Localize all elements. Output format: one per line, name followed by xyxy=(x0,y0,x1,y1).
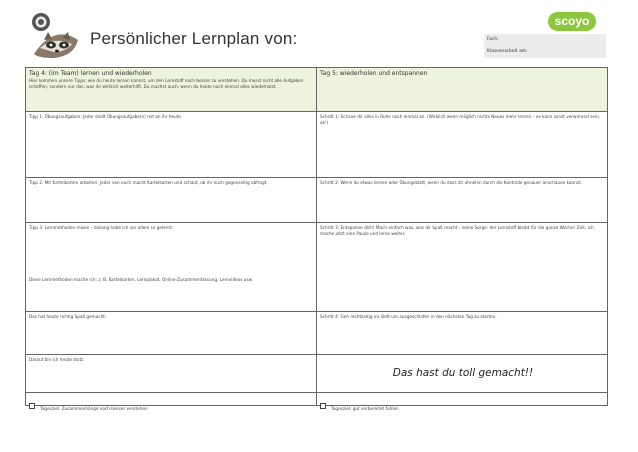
step-1-text: Schritt 1: Schaue dir alles in Ruhe noch einmal an. (Wirklich wenn möglich nichts Neues mehr lernen – es kann sonst verwirrend sein, ok!) xyxy=(320,114,601,125)
day4-title: Tag 4: (im Team) lernen und wiederholen xyxy=(29,70,152,77)
day4-goal-cell xyxy=(26,393,317,411)
day4-goal-checkbox[interactable] xyxy=(29,403,35,409)
step-2-cell[interactable] xyxy=(317,178,609,222)
table-row xyxy=(26,178,607,223)
praise-text: Das hast du toll gemacht!! xyxy=(392,367,534,379)
raccoon-mascot-icon xyxy=(26,10,84,60)
day5-title: Tag 5: wiederholen und entspannen xyxy=(320,70,428,77)
page-title: Persönlicher Lernplan von: xyxy=(90,29,298,48)
daily-goal-row xyxy=(26,393,607,411)
step-1-cell[interactable] xyxy=(317,112,609,177)
tip-1-cell[interactable] xyxy=(26,112,317,177)
fun-today-text: Das hat heute richtig Spaß gemacht: xyxy=(29,314,107,319)
step-3-cell[interactable] xyxy=(317,223,609,311)
tip-2-cell[interactable] xyxy=(26,178,317,222)
table-row xyxy=(26,223,607,312)
day4-intro-text: Hier kommen unsere Tipps: wie du heute lernen kannst, um den Lernstoff noch besser zu verstehen. Du musst nicht alle Aufgaben schaffen, sondern nur das, was dir wirklich weiterhilft. Du machst auch, wenn du heute noch einmal alles wiederholst. xyxy=(29,78,304,89)
table-row xyxy=(26,355,607,393)
day5-header-cell xyxy=(317,68,609,111)
day5-goal-cell xyxy=(317,393,609,411)
step-4-cell[interactable] xyxy=(317,312,609,354)
tip-1-text: Tipp 1: Übungsaufgaben: Jeder stellt Übungsaufgabe(n) mit an ihr heute. xyxy=(29,114,183,119)
day5-goal-checkbox[interactable] xyxy=(320,403,326,409)
fun-today-cell[interactable] xyxy=(26,312,317,354)
day4-header-cell xyxy=(26,68,317,111)
step-3-text: Schritt 3: Entspanne dich! Mach einfach was, was dir Spaß macht – keine Sorge: der Lernstoff bleibt für die ganze Woche! Zeit, ich mache jetzt eine Pause und lerne weiter. xyxy=(320,225,594,236)
table-row xyxy=(26,312,607,355)
tip-3-methods-text: Diese Lernmethoden mache ich: z. B. Karteikarten, Lernplakat, Online-Zusammenfassung, Lernvideos usw. xyxy=(29,277,253,282)
exam-date-field-label: Klassenarbeit am: xyxy=(487,49,528,54)
praise-cell xyxy=(317,355,609,392)
proud-today-text: Darauf bin ich heute stolz: xyxy=(29,357,85,362)
meta-fields xyxy=(484,34,606,58)
proud-today-cell[interactable] xyxy=(26,355,317,392)
learning-plan-table xyxy=(25,67,608,411)
day4-goal-text: Tagesziel: Zusammenhänge noch besser verstehen xyxy=(40,406,148,411)
scoyo-logo: scoyo xyxy=(548,12,596,31)
subject-field-label: Fach: xyxy=(487,37,499,42)
step-2-text: Schritt 2: Wenn du etwas lernen oder Übungsblatt, wenn du dass dir ohnehin durch die Kontrolle genauer anschauen kannst. xyxy=(320,180,583,185)
step-4-text: Schritt 4: Geh rechtzeitig ins Bett um ausgeschlafen in den nächsten Tag zu starten. xyxy=(320,314,497,319)
tip-2-text: Tipp 2: Mit Karteikarten arbeiten: Jeder von euch macht Karteikarten und schaut, ob ihr euch gegenseitig abfragt. xyxy=(29,180,268,185)
tip-3-cell[interactable] xyxy=(26,223,317,311)
day5-goal-text: Tagesziel: gut vorbereitet fühlen xyxy=(331,406,399,411)
table-header-row xyxy=(26,68,607,112)
tip-3-text: Tipp 3: Lernmethoden mixen – bislang habe ich vor allem so gelernt: xyxy=(29,225,174,230)
table-row xyxy=(26,112,607,178)
